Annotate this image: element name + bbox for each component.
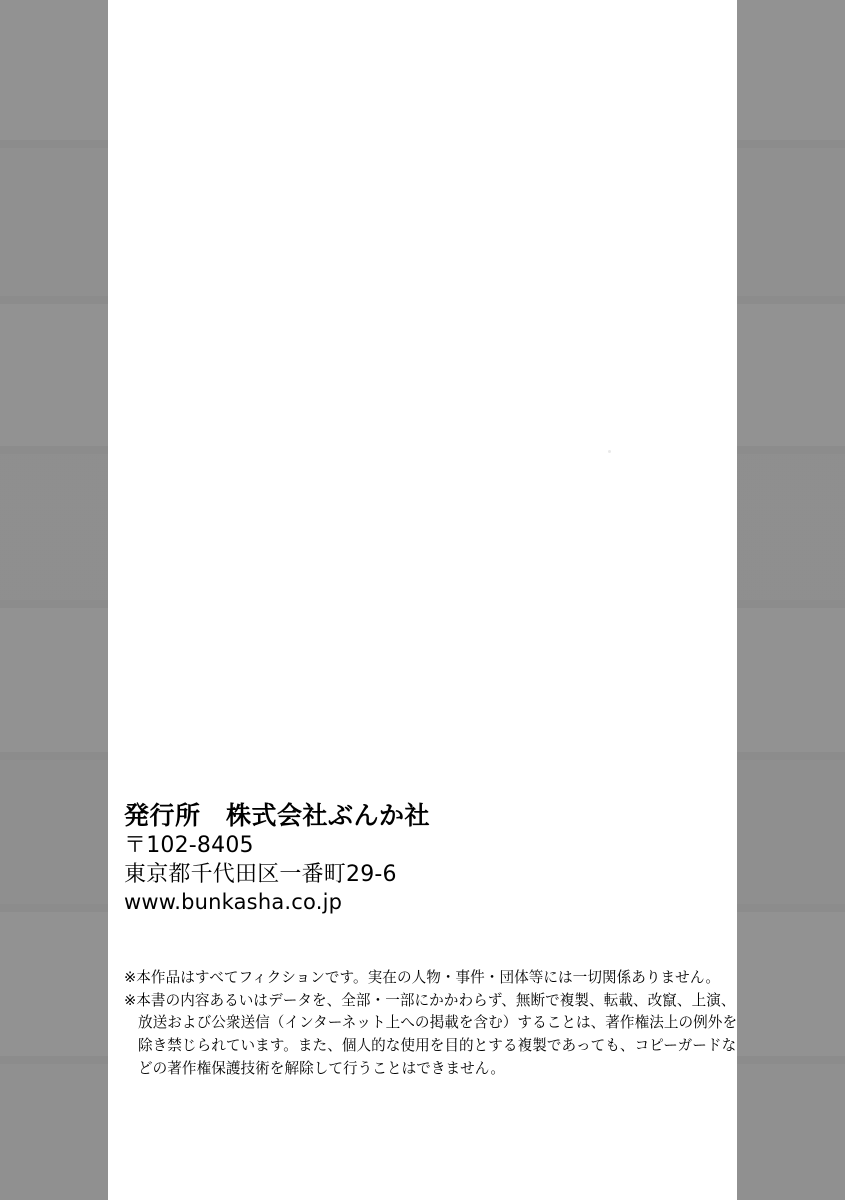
website-line: www.bunkasha.co.jp	[124, 890, 343, 915]
publisher-info	[124, 800, 729, 917]
notice-line: ※本書の内容あるいはデータを、全部・一部にかかわらず、無断で複製、転載、改竄、上演、	[124, 991, 736, 1009]
postal-code-line: 〒102-8405	[124, 833, 254, 858]
legal-notice-block	[124, 967, 738, 1081]
colophon-block	[116, 800, 738, 1081]
left-margin-texture	[0, 0, 108, 1200]
notice-line: ※本作品はすべてフィクションです。実在の人物・事件・団体等には一切関係ありません。	[124, 968, 720, 986]
notice-line: 放送および公衆送信（インターネット上への掲載を含む）することは、著作権法上の例外を	[138, 1014, 738, 1032]
notice-line: どの著作権保護技術を解除して行うことはできません。	[138, 1059, 505, 1077]
right-margin-texture	[737, 0, 845, 1200]
page-artifact-mark	[608, 450, 611, 453]
publisher-name-line: 発行所 株式会社ぶんか社	[124, 801, 431, 830]
notice-line: 除き禁じられています。また、個人的な使用を目的とする複製であっても、コピーガードな	[138, 1037, 737, 1055]
address-line: 東京都千代田区一番町29-6	[124, 861, 397, 887]
page-sheet	[108, 0, 737, 1200]
